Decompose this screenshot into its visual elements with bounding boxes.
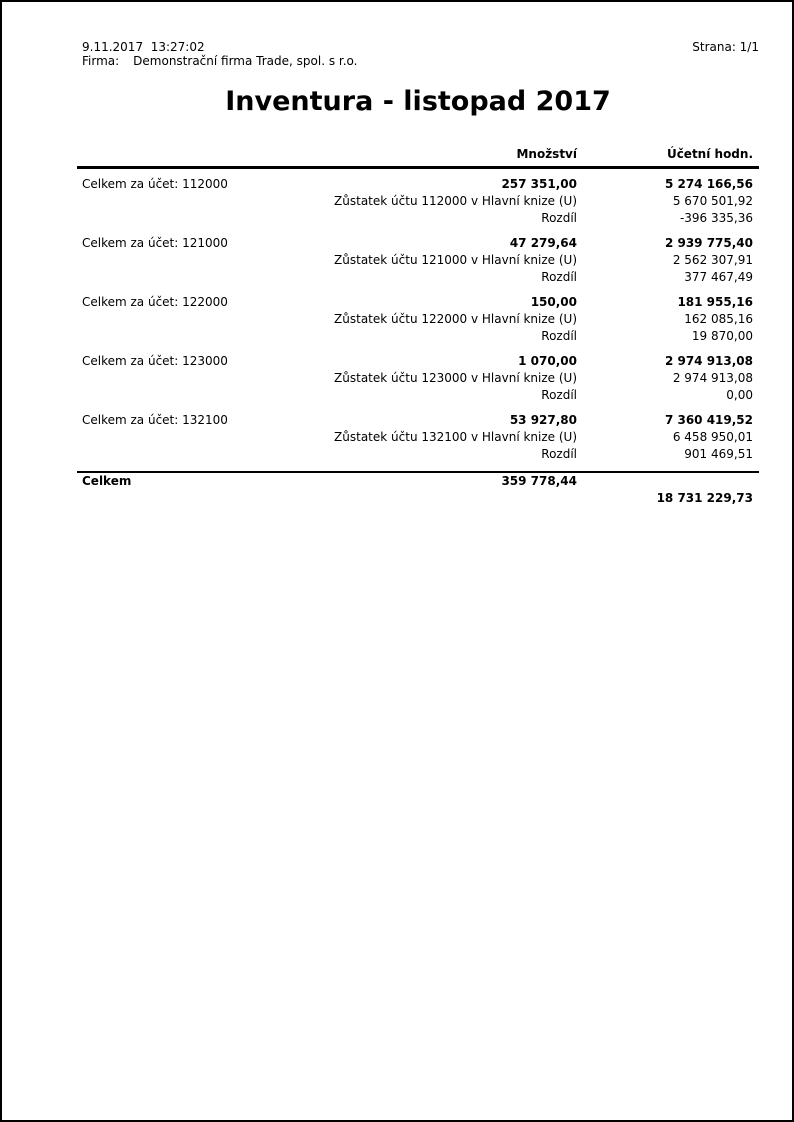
- account-quantity: 1 070,00: [518, 354, 577, 368]
- difference-label: Rozdíl: [541, 211, 577, 225]
- page-number: Strana: 1/1: [692, 40, 759, 54]
- account-label: Celkem za účet: 121000: [82, 236, 228, 250]
- account-group: [77, 235, 759, 286]
- account-value: 181 955,16: [677, 295, 753, 309]
- grand-total-row: [77, 473, 759, 490]
- difference-value: -396 335,36: [679, 211, 753, 225]
- account-group: [77, 176, 759, 227]
- difference-row: [77, 269, 759, 286]
- balance-value: 2 562 307,91: [672, 253, 753, 267]
- report-content: [77, 2, 759, 507]
- difference-label: Rozdíl: [541, 270, 577, 284]
- balance-label: Zůstatek účtu 122000 v Hlavní knize (U): [334, 312, 577, 326]
- account-total-row: [77, 412, 759, 429]
- firm-line: [77, 54, 759, 68]
- account-quantity: 150,00: [530, 295, 577, 309]
- balance-value: 162 085,16: [684, 312, 753, 326]
- account-value: 7 360 419,52: [664, 413, 753, 427]
- meta-row: [77, 40, 759, 54]
- difference-value: 901 469,51: [684, 447, 753, 461]
- balance-value: 5 670 501,92: [672, 194, 753, 208]
- grand-total-value: 18 731 229,73: [656, 491, 753, 505]
- difference-value: 0,00: [726, 388, 753, 402]
- account-total-row: [77, 294, 759, 311]
- account-group: [77, 412, 759, 463]
- column-header-value: Účetní hodn.: [666, 147, 753, 161]
- account-value: 2 939 775,40: [664, 236, 753, 250]
- difference-label: Rozdíl: [541, 447, 577, 461]
- grand-total-quantity: 359 778,44: [501, 474, 577, 488]
- account-label: Celkem za účet: 132100: [82, 413, 228, 427]
- report-title: Inventura - listopad 2017: [225, 86, 611, 117]
- balance-label: Zůstatek účtu 112000 v Hlavní knize (U): [334, 194, 577, 208]
- column-header-quantity: Množství: [516, 147, 577, 161]
- difference-row: [77, 387, 759, 404]
- grand-total-value-row: [77, 490, 759, 507]
- difference-row: [77, 210, 759, 227]
- account-quantity: 257 351,00: [501, 177, 577, 191]
- balance-row: [77, 252, 759, 269]
- table-header-row: [77, 146, 759, 162]
- account-quantity: 47 279,64: [509, 236, 577, 250]
- balance-row: [77, 311, 759, 328]
- account-value: 5 274 166,56: [664, 177, 753, 191]
- account-total-row: [77, 353, 759, 370]
- difference-row: [77, 446, 759, 463]
- grand-total-label: Celkem: [82, 474, 132, 488]
- balance-value: 2 974 913,08: [672, 371, 753, 385]
- header-rule: [77, 166, 759, 169]
- balance-row: [77, 193, 759, 210]
- balance-label: Zůstatek účtu 132100 v Hlavní knize (U): [334, 430, 577, 444]
- balance-label: Zůstatek účtu 123000 v Hlavní knize (U): [334, 371, 577, 385]
- account-label: Celkem za účet: 122000: [82, 295, 228, 309]
- balance-value: 6 458 950,01: [672, 430, 753, 444]
- account-label: Celkem za účet: 123000: [82, 354, 228, 368]
- difference-value: 19 870,00: [691, 329, 753, 343]
- firm-label: Firma:: [82, 54, 120, 68]
- difference-row: [77, 328, 759, 345]
- account-total-row: [77, 176, 759, 193]
- account-group: [77, 353, 759, 404]
- difference-value: 377 467,49: [684, 270, 753, 284]
- account-value: 2 974 913,08: [664, 354, 753, 368]
- account-group: [77, 294, 759, 345]
- firm-name: Demonstrační firma Trade, spol. s r.o.: [133, 54, 358, 68]
- account-total-row: [77, 235, 759, 252]
- difference-label: Rozdíl: [541, 388, 577, 402]
- balance-label: Zůstatek účtu 121000 v Hlavní knize (U): [334, 253, 577, 267]
- account-label: Celkem za účet: 112000: [82, 177, 228, 191]
- balance-row: [77, 429, 759, 446]
- account-quantity: 53 927,80: [509, 413, 577, 427]
- balance-row: [77, 370, 759, 387]
- difference-label: Rozdíl: [541, 329, 577, 343]
- report-datetime: 9.11.2017 13:27:02: [82, 40, 205, 54]
